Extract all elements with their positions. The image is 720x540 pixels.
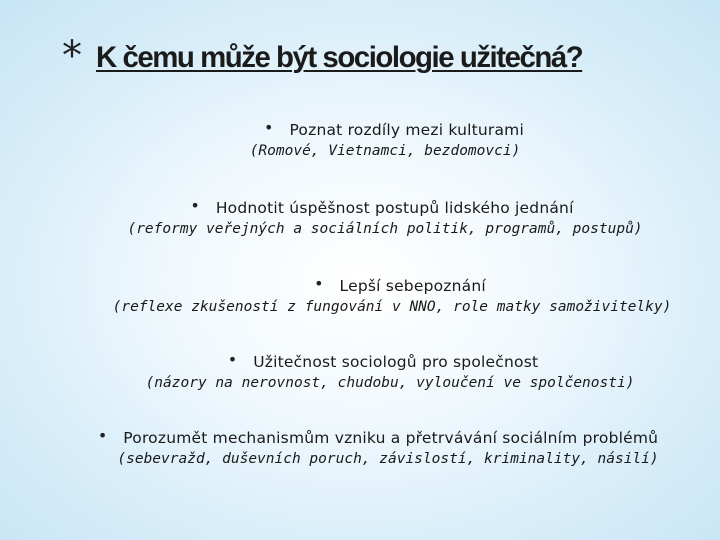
list-item-heading: Hodnotit úspěšnost postupů lidského jednání [215, 198, 574, 217]
bullet-icon: • [97, 426, 108, 445]
bullet-icon: • [264, 118, 274, 137]
list-item-detail: (reformy veřejných a sociálních politik, programů, postupů) [127, 221, 643, 237]
list-item-heading: Poznat rozdíly mezi kulturami [289, 120, 524, 139]
bullet-icon: • [190, 196, 200, 215]
list-item-detail: (sebevražd, duševních poruch, závislostí, kriminality, násilí) [117, 451, 659, 467]
slide-title-row [62, 33, 592, 79]
bullet-icon: • [314, 274, 324, 293]
list-item-heading: Užitečnost sociologů pro společnost [253, 352, 539, 371]
slide-title[interactable]: K čemu může být sociologie užitečná? [96, 41, 583, 74]
list-item [0, 428, 720, 467]
list-item-heading: Lepší sebepoznání [339, 276, 486, 295]
list-item [0, 198, 720, 237]
list-item-detail: (názory na nerovnost, chudobu, vyloučení ve spolčenosti) [145, 375, 635, 391]
list-item [0, 120, 720, 159]
list-item [0, 276, 720, 315]
list-item-detail: (Romové, Vietnamci, bezdomovci) [249, 143, 521, 159]
list-item-heading: Porozumět mechanismům vzniku a přetrvávání sociálním problémů [123, 428, 659, 447]
bullet-icon: • [227, 350, 238, 369]
list-item-detail: (reflexe zkušeností z fungování v NNO, role matky samoživitelky) [112, 299, 672, 315]
list-item [0, 352, 720, 391]
asterisk-icon: * [62, 33, 82, 79]
